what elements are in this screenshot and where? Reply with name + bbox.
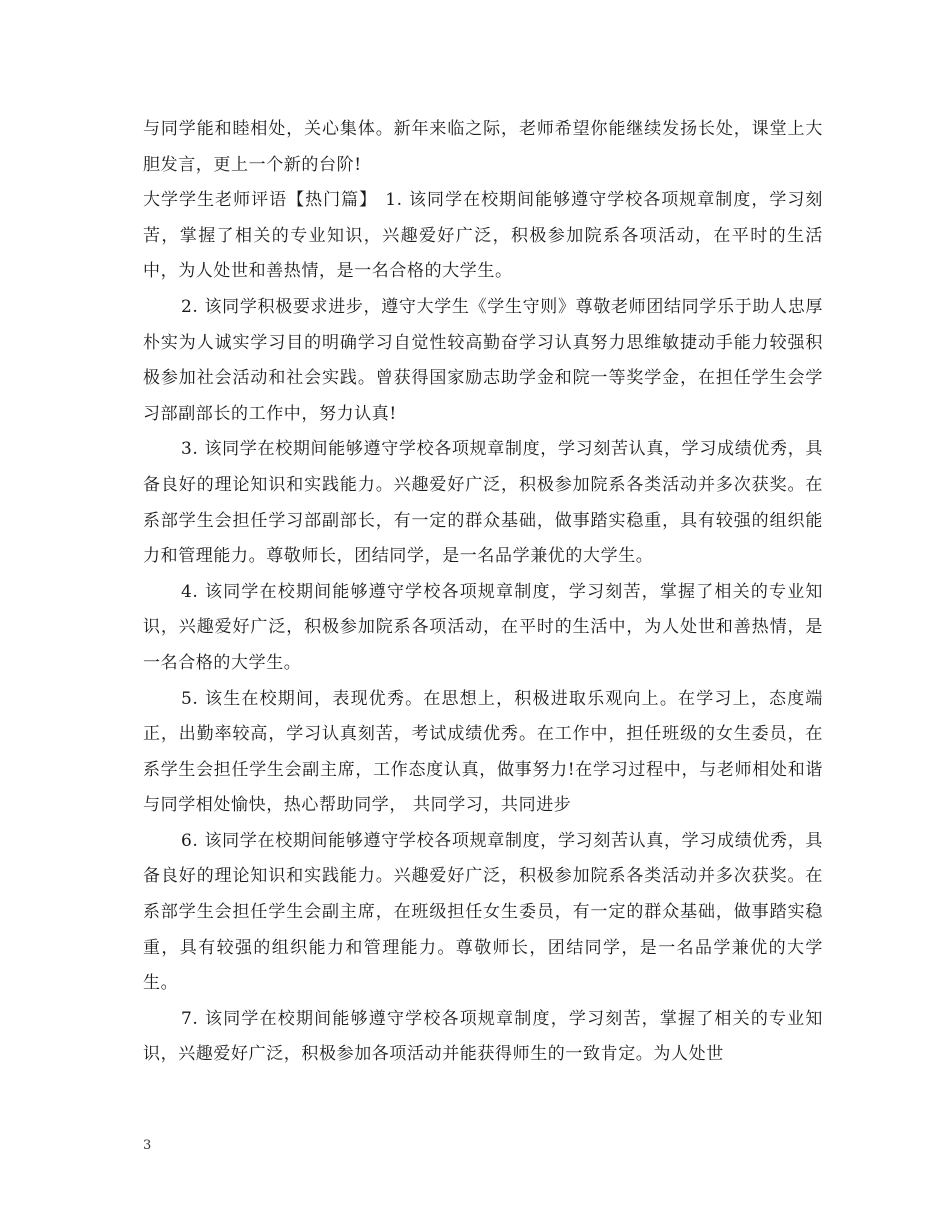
comment-item-1: 1. 该同学在校期间能够遵守学校各项规章制度，学习刻苦，掌握了相关的专业知识，兴趣爱好广泛，积极参加院系各项活动，在平时的生活中，为人处世和善热情，是一名合格的大学生。 — [143, 190, 823, 282]
comment-item-5: 5. 该生在校期间，表现优秀。在思想上，积极进取乐观向上。在学习上，态度端正，出勤率较高，学习认真刻苦，考试成绩优秀。在工作中，担任班级的女生委员，在系学生会担任学生会副主席，工作态度认真，做事努力!在学习过程中，与老师相处和谐与同学相处愉快，热心帮助同学， 共同学习，共同进步 — [143, 688, 823, 816]
comment-item-6: 6. 该同学在校期间能够遵守学校各项规章制度，学习刻苦认真，学习成绩优秀，具备良好的理论知识和实践能力。兴趣爱好广泛，积极参加院系各类活动并多次获奖。在系部学生会担任学生会副主席，在班级担任女生委员，有一定的群众基础，做事踏实稳重，具有较强的组织能力和管理能力。尊敬师长，团结同学，是一名品学兼优的大学生。 — [143, 830, 823, 994]
document-body — [143, 112, 823, 1073]
intro-paragraph: 与同学能和睦相处，关心集体。新年来临之际，老师希望你能继续发扬长处，课堂上大胆发言，更上一个新的台阶! — [143, 119, 823, 175]
comment-item-7: 7. 该同学在校期间能够遵守学校各项规章制度，学习刻苦，掌握了相关的专业知识，兴趣爱好广泛，积极参加各项活动并能获得师生的一致肯定。为人处世 — [143, 1008, 823, 1065]
page-number: 3 — [143, 1138, 152, 1153]
section-heading: 大学学生老师评语【热门篇】 — [143, 190, 378, 211]
comment-item-3: 3. 该同学在校期间能够遵守学校各项规章制度，学习刻苦认真，学习成绩优秀，具备良好的理论知识和实践能力。兴趣爱好广泛，积极参加院系各类活动并多次获奖。在系部学生会担任学习部副部长，有一定的群众基础，做事踏实稳重，具有较强的组织能力和管理能力。尊敬师长，团结同学，是一名品学兼优的大学生。 — [143, 439, 823, 567]
comment-item-2: 2. 该同学积极要求进步，遵守大学生《学生守则》尊敬老师团结同学乐于助人忠厚朴实为人诚实学习目的明确学习自觉性较高勤奋学习认真努力思维敏捷动手能力较强积极参加社会活动和社会实践。曾获得国家励志助学金和院一等奖学金，在担任学生会学习部副部长的工作中，努力认真! — [143, 296, 823, 424]
comment-item-4: 4. 该同学在校期间能够遵守学校各项规章制度，学习刻苦，掌握了相关的专业知识，兴趣爱好广泛，积极参加院系各项活动，在平时的生活中，为人处世和善热情，是一名合格的大学生。 — [143, 581, 823, 673]
section-paragraph-1 — [143, 183, 823, 290]
